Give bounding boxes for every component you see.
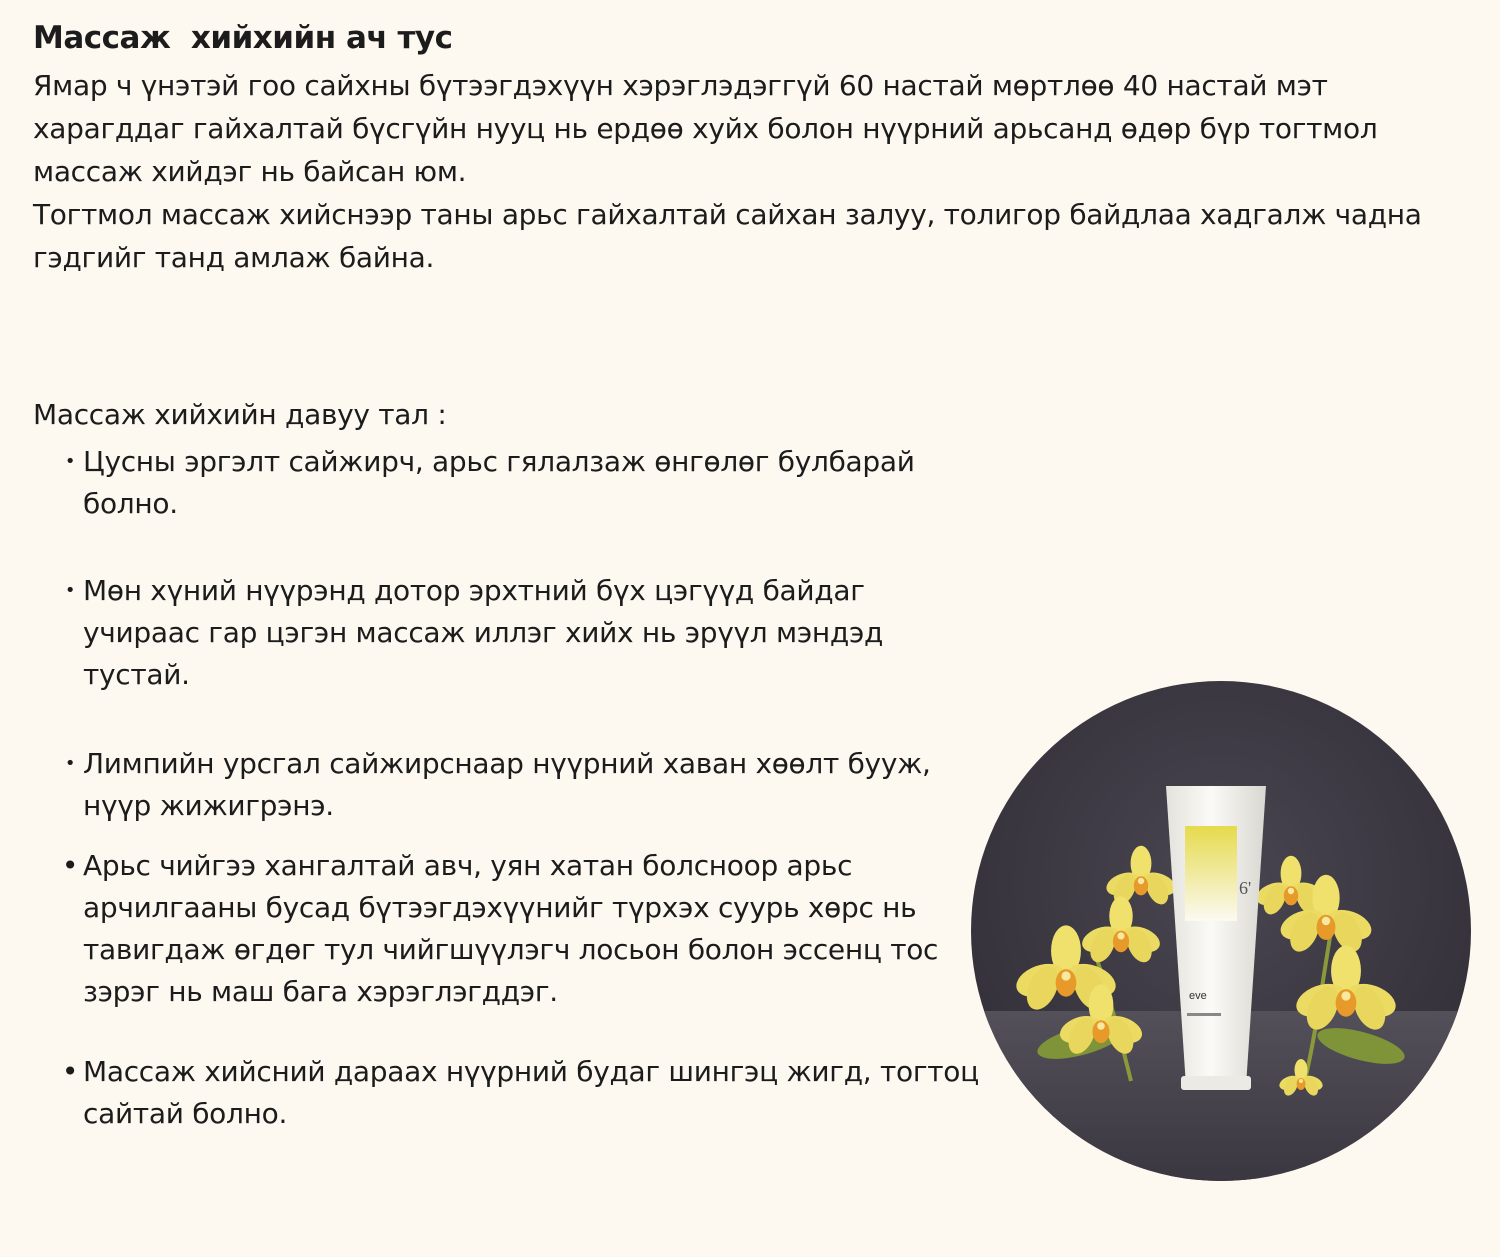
tube-brand: eve xyxy=(1189,990,1207,1002)
product-photo-svg xyxy=(971,681,1471,1181)
intro-text xyxy=(33,64,1453,279)
product-photo xyxy=(971,681,1471,1181)
bullet-icon: • xyxy=(64,580,76,601)
benefit-text: Массаж хийсний дараах нүүрний будаг шингэц жигд, тогтоц сайтай болно. xyxy=(83,1055,979,1130)
benefit-text: Арьс чийгээ хангалтай авч, уян хатан болсноор арьс арчилгааны бусад бүтээгдэхүүнийг түрхэх суурь хөрс нь тавигдаж өгдөг тул чийгшүүлэгч лосьон болон эссенц тос зэрэг нь маш бага хэрэглэгддэг. xyxy=(83,849,939,1008)
benefit-item xyxy=(61,1051,983,1135)
benefit-item xyxy=(64,441,983,525)
benefit-item xyxy=(64,743,983,827)
bullet-icon: • xyxy=(64,753,76,774)
benefits-heading: Массаж хийхийн давуу тал : xyxy=(33,398,447,431)
benefit-text: Мөн хүний нүүрэнд дотор эрхтний бүх цэгүүд байдаг учираас гар цэгэн массаж иллэг хийх нь эрүүл мэндэд тустай. xyxy=(83,574,884,691)
intro-paragraph: Тогтмол массаж хийснээр таны арьс гайхалтай сайхан залуу, толигор байдлаа хадгалж чадна гэдгийг танд амлаж байна. xyxy=(33,198,1422,274)
intro-paragraph: Ямар ч үнэтэй гоо сайхны бүтээгдэхүүн хэрэглэдэггүй 60 настай мөртлөө 40 настай мэт харагддаг гайхалтай бүсгүйн нууц нь ердөө хуйх болон нүүрний арьсанд өдөр бүр тогтмол массаж хийдэг нь байсан юм. xyxy=(33,69,1378,188)
bullet-icon: • xyxy=(61,849,79,882)
benefit-item xyxy=(64,570,983,696)
bullet-icon: • xyxy=(61,1055,79,1088)
tube-number: 6' xyxy=(1239,878,1252,898)
page-title: Массаж хийхийн ач тус xyxy=(33,20,453,56)
bullet-icon: • xyxy=(64,451,76,472)
benefit-text: Лимпийн урсгал сайжирснаар нүүрний хаван хөөлт бууж, нүүр жижигрэнэ. xyxy=(83,747,931,822)
benefit-text: Цусны эргэлт сайжирч, арьс гялалзаж өнгөлөг булбарай болно. xyxy=(83,445,915,520)
benefit-item xyxy=(61,845,983,1013)
